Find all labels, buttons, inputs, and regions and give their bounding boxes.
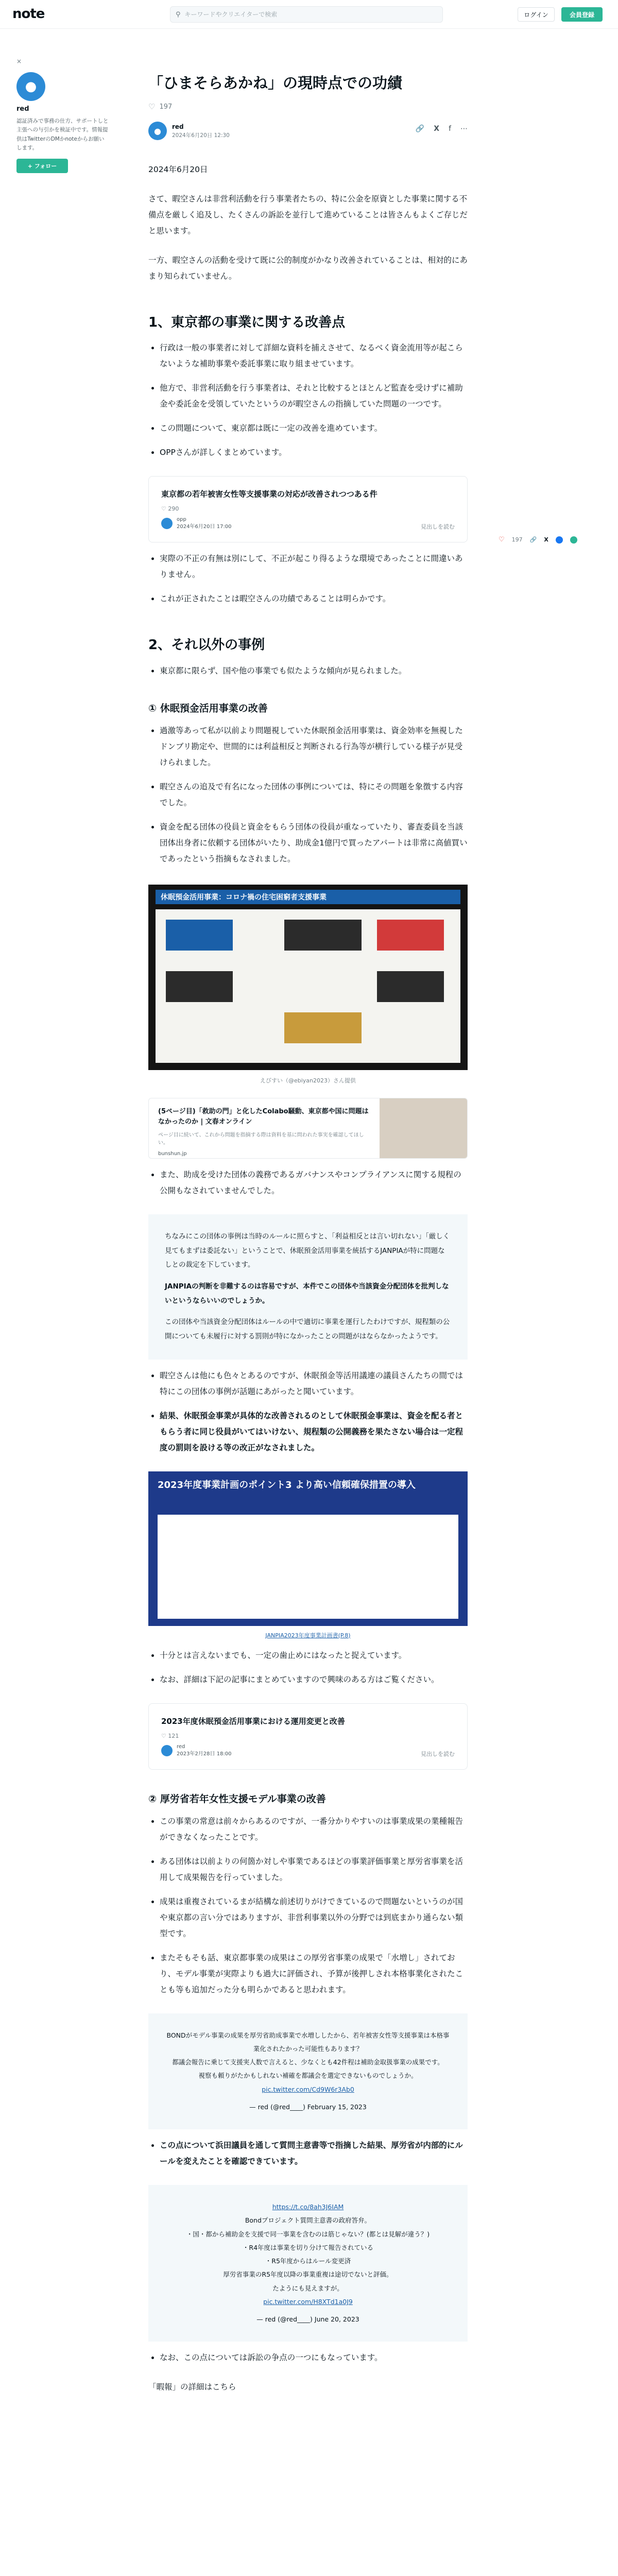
tweet-text: Bondプロジェクト質問主意書の政府答弁。	[245, 2216, 371, 2225]
author-name[interactable]: red	[16, 105, 29, 113]
diagram-body	[156, 909, 460, 1063]
tweet-link[interactable]: https://t.co/8ah3J6IAM	[272, 2203, 344, 2211]
slide-image	[148, 1471, 468, 1626]
list-item: • この問題について、東京都は既に一定の改善を進めています。	[160, 420, 468, 436]
bullet-list-2	[148, 551, 468, 607]
list-item: • この事業の常意は前々からあるのですが、一番分かりやすいのは事業成果の業種報告ができなくなったことです。	[160, 1814, 468, 1845]
highlight-paragraph: ちなみにこの団体の事例は当時のルールに照らすと、「利益相反とは言い切れない」「厳しく見てもまずは委託ない」ということで、休眠預金活用事業を統括するJANPIAが特に問題なしとの裁定を下しています。	[165, 1232, 450, 1269]
follow-button[interactable]: + フォロー	[16, 159, 68, 173]
highlight-paragraph: JANPIAの判断を非難するのは容易ですが、本件でこの団体や当該資金分配団体を批判しないというならいいのでしょうか。	[165, 1282, 449, 1305]
list-item: • この点について浜田議員を通して質問主意書等で指摘した結果、厚労省が内部的にルールを変えたことを確認できています。	[160, 2138, 468, 2170]
embed-like-count: ♡ 290	[161, 505, 179, 513]
subsection-heading-1: ① 休眠預金活用事業の改善	[148, 702, 268, 714]
top-header	[0, 0, 618, 29]
embed-author	[161, 1743, 455, 1758]
diagram-caption: えびすい（@ebiyan2023）さん提供	[260, 1077, 356, 1084]
bullet-list-10	[148, 2350, 468, 2366]
heart-icon[interactable]: ♡	[148, 102, 156, 112]
facebook-icon[interactable]	[556, 536, 563, 544]
diagram-image	[148, 885, 468, 1070]
author-name[interactable]: red	[172, 123, 184, 130]
bullet-list-3	[148, 663, 468, 679]
embed-avatar	[161, 518, 173, 529]
author-sidebar	[16, 58, 109, 173]
highlight-paragraph: この団体や当該資金分配団体はルールの中で適切に事業を運行したわけですが、規程類の公開についても未履行に対する罰則が特になかったことの問題がはならなかったようです。	[165, 1318, 450, 1341]
signup-button[interactable]: 会員登録	[561, 7, 603, 22]
author-avatar-small[interactable]: ●	[148, 122, 167, 140]
bullet-list-9	[148, 2138, 468, 2170]
bullet-list-7	[148, 1648, 468, 1688]
link-card-desc: ページ目に続いて、これから問題を指摘する際は資料を基に問われた事実を確認してほしい。	[158, 1132, 364, 1146]
embed-read-link[interactable]: 見出しを読む	[421, 523, 455, 531]
line-icon[interactable]	[570, 536, 577, 544]
list-item: • 十分とは言えないまでも、一定の歯止めにはなったと捉えています。	[160, 1648, 468, 1664]
search-icon: ⚲	[176, 10, 181, 19]
list-item: • 過激等あって私が以前より問題視していた休眠預金活用事業は、資金効率を無視したドンブリ勘定や、世間的には利益相反と判断される行為等が横行している様子が見受けられました。	[160, 723, 468, 771]
bullet-list-6	[148, 1368, 468, 1456]
bullet-list-4	[148, 723, 468, 867]
date-line: 2024年6月20日	[148, 165, 208, 175]
slide-body	[158, 1515, 458, 1619]
diagram-title: 休眠預金活用事業：コロナ禍の住宅困窮者支援事業	[156, 890, 460, 904]
list-item: • 資金を配る団体の役員と資金をもらう団体の役員が重なっていたり、審査委員を当該団体出身者に依頼する団体がいたり、助成金1億円で買ったアパートは非常に高値買いであったという指摘もなされました。	[160, 819, 468, 867]
list-item: • 暇空さんの追及で有名になった団体の事例については、特にその問題を象徴する内容でした。	[160, 779, 468, 811]
embedded-note-card-2[interactable]	[148, 1703, 468, 1770]
copy-link-icon[interactable]: 🔗	[529, 536, 537, 543]
list-item: • またそもそも話、東京都事業の成果はこの厚労省事業の成果で「水増し」されており、モデル事業が実際よりも過大に評価され、予算が後押しされ本格事業化されたことも等も追加だった分も明らかであると思われます。	[160, 1950, 468, 1998]
tweet-text: BONDがモデル事業の成果を厚労省助成事業で水増ししたから、若年被害女性等支援事業は本格事業化されたかった可能性もあります？	[166, 2031, 450, 2053]
note-logo[interactable]: note	[12, 6, 45, 22]
list-item: • 結果、休眠預金事業が具体的な改善されるのとして休眠預金事業は、資金を配る者ともらう者に同じ役員がいてはいけない、規程類の公開義務を果たさない場合は一定程度の罰則を設ける等の改正がなされました。	[160, 1408, 468, 1456]
share-icons	[416, 125, 468, 133]
more-icon[interactable]: ⋯	[460, 125, 468, 133]
search-input[interactable]	[185, 11, 432, 18]
login-button[interactable]: ログイン	[518, 7, 555, 22]
embed-date: 2023年2月28日 18:00	[177, 1751, 232, 1757]
list-item: • また、助成を受けた団体の義務であるガバナンスやコンプライアンスに関する規程の公開もなされていませんでした。	[160, 1167, 468, 1199]
article-body	[148, 72, 468, 2395]
like-count: 197	[159, 103, 173, 111]
list-item: • OPPさんが詳しくまとめています。	[160, 445, 468, 461]
slide-title: 2023年度事業計画のポイント3 より高い信頼確保措置の導入	[158, 1479, 416, 1490]
subsection-heading-2: ② 厚労省若年女性支援モデル事業の改善	[148, 1793, 326, 1805]
tweet-text: 厚労省事業のR5年度以降の事業重複は途切でないと評価。	[223, 2270, 393, 2279]
list-item: • 暇空さんは他にも色々とあるのですが、休眠預金等活用議連の議員さんたちの間では特にこの団体の事例が話題にあがったと聞いています。	[160, 1368, 468, 1400]
embed-author	[161, 516, 455, 531]
heart-icon[interactable]: ♡	[499, 536, 505, 544]
x-icon[interactable]: X	[544, 536, 548, 543]
list-item: • 行政は一般の事業者に対して詳細な資料を捕えさせて、なるべく資金流用等が起こらないような補助事業や委託事業に取り組ませています。	[160, 340, 468, 372]
embed-date: 2024年6月20日 17:00	[177, 524, 232, 530]
link-card-thumbnail	[380, 1098, 467, 1158]
bullet-list-8	[148, 1814, 468, 1998]
like-row	[148, 102, 468, 111]
list-item: • 東京都に限らず、国や他の事業でも似たような傾向が見られました。	[160, 663, 468, 679]
close-icon[interactable]: ×	[16, 58, 22, 65]
closing-line: 「暇報」の詳細はこちら	[148, 2382, 236, 2392]
facebook-icon[interactable]: f	[449, 125, 451, 133]
list-item: • なお、詳細は下記の記事にまとめていますので興味のある方はご覧ください。	[160, 1672, 468, 1688]
embed-title: 東京都の若年被害女性等支援事業の対応が改善されつつある件	[161, 489, 377, 499]
section-heading-1: 1、東京都の事業に関する改善点	[148, 315, 346, 331]
tweet-signature: — red (@red____) February 15, 2023	[249, 2103, 367, 2111]
intro-paragraph-1: さて、暇空さんは非営利活動を行う事業者たちの、特に公金を原資とした事業に関する不備点を厳しく追及し、たくさんの訴訟を並行して進めていることは皆さんもよくご存じだと思います。	[148, 194, 468, 236]
list-item: • 成果は重複されているまが結構な前述切りがけできているので問題ないというのが国や東京都の言い分ではありますが、非営利事業以外の分野では到底まかり通らない類型です。	[160, 1894, 468, 1942]
link-card-domain: bunshun.jp	[158, 1151, 187, 1157]
embedded-note-card-1[interactable]	[148, 476, 468, 543]
publish-date: 2024年6月20日 12:30	[172, 132, 230, 139]
tweet-text: ・国・都から補助金を支援で同一事業を含むのは筋じゃない？(都とは見解が違う？)	[186, 2230, 430, 2238]
embed-avatar	[161, 1745, 173, 1756]
search-box[interactable]	[170, 6, 443, 23]
author-avatar[interactable]: ●	[16, 72, 45, 101]
copy-link-icon[interactable]: 🔗	[415, 125, 425, 133]
link-card-title: (5ページ目)「救助の門」と化したColabo騒動、東京都や国に問題はなかったのか | 文春オンライン	[158, 1107, 369, 1126]
section-heading-2: 2、それ以外の事例	[148, 637, 265, 653]
x-icon[interactable]: X	[434, 125, 440, 133]
highlight-box	[148, 1214, 468, 1360]
author-bio: 認証済みで事務の仕方、サポートしと主張への与引かを検証中です。情報提供はTwitterのDMかnoteからお願いします。	[16, 118, 109, 151]
tweet-text: 視察も頼りがたかもしれない補確を都議会を選定できないものでしょうか。	[198, 2072, 418, 2080]
list-item: • ある団体は以前よりの何箇か対しや事業であるほどの事業評価事業と厚労省事業を活用して成果報告を行っていました。	[160, 1854, 468, 1886]
embed-like-count: ♡ 121	[161, 1732, 179, 1739]
list-item: • 実際の不正の有無は別にして、不正が起こり得るような環境であったことに間違いありません。	[160, 551, 468, 583]
author-row	[148, 121, 468, 141]
list-item: • 他方で、非営利活動を行う事業者は、それと比較するとほとんど監査を受けずに補助金や委託金を受領していたというのが暇空さんの指摘していた問題の一つです。	[160, 380, 468, 412]
bullet-list-5	[148, 1167, 468, 1199]
external-link-card[interactable]	[148, 1098, 468, 1159]
tweet-text: 都議会報告に乗じて支援実人数で言えると、少なくとも42件程は補助金取扱事業の成果です。	[172, 2058, 444, 2066]
tweet-text: ・R5年度からはルール変更済	[265, 2257, 351, 2265]
tweet-media-link[interactable]: pic.twitter.com/H8XTd1a0J9	[263, 2297, 353, 2306]
embedded-tweet-1[interactable]	[148, 2013, 468, 2130]
embed-author-name: opp	[177, 517, 186, 523]
embed-read-link[interactable]: 見出しを読む	[421, 1750, 455, 1757]
list-item: • なお、この点については訴訟の争点の一つにもなっています。	[160, 2350, 468, 2366]
bullet-list-1	[148, 340, 468, 461]
tweet-text: たようにも見えますが。	[272, 2284, 344, 2292]
floating-like-count: 197	[511, 536, 523, 543]
intro-paragraph-2: 一方、暇空さんの活動を受けて既に公的制度がかなり改善されていることは、相対的にあまり知られていません。	[148, 256, 468, 281]
article-title: 「ひまそらあかね」の現時点での功績	[148, 74, 403, 92]
list-item: • これが正されたことは暇空さんの功績であることは明らかです。	[160, 591, 468, 607]
embed-author-name: red	[177, 1743, 185, 1750]
embedded-tweet-2[interactable]	[148, 2185, 468, 2342]
tweet-text: ・R4年度は事業を切り分けて報告されている	[242, 2243, 374, 2251]
slide-caption-link[interactable]: JANPIA2023年度事業計画書(P.8)	[265, 1632, 351, 1639]
tweet-media-link[interactable]: pic.twitter.com/Cd9W6r3Ab0	[262, 2085, 354, 2093]
tweet-signature: — red (@red____) June 20, 2023	[256, 2315, 359, 2324]
floating-actions	[499, 536, 577, 544]
embed-title: 2023年度休眠預金活用事業における運用変更と改善	[161, 1716, 345, 1726]
